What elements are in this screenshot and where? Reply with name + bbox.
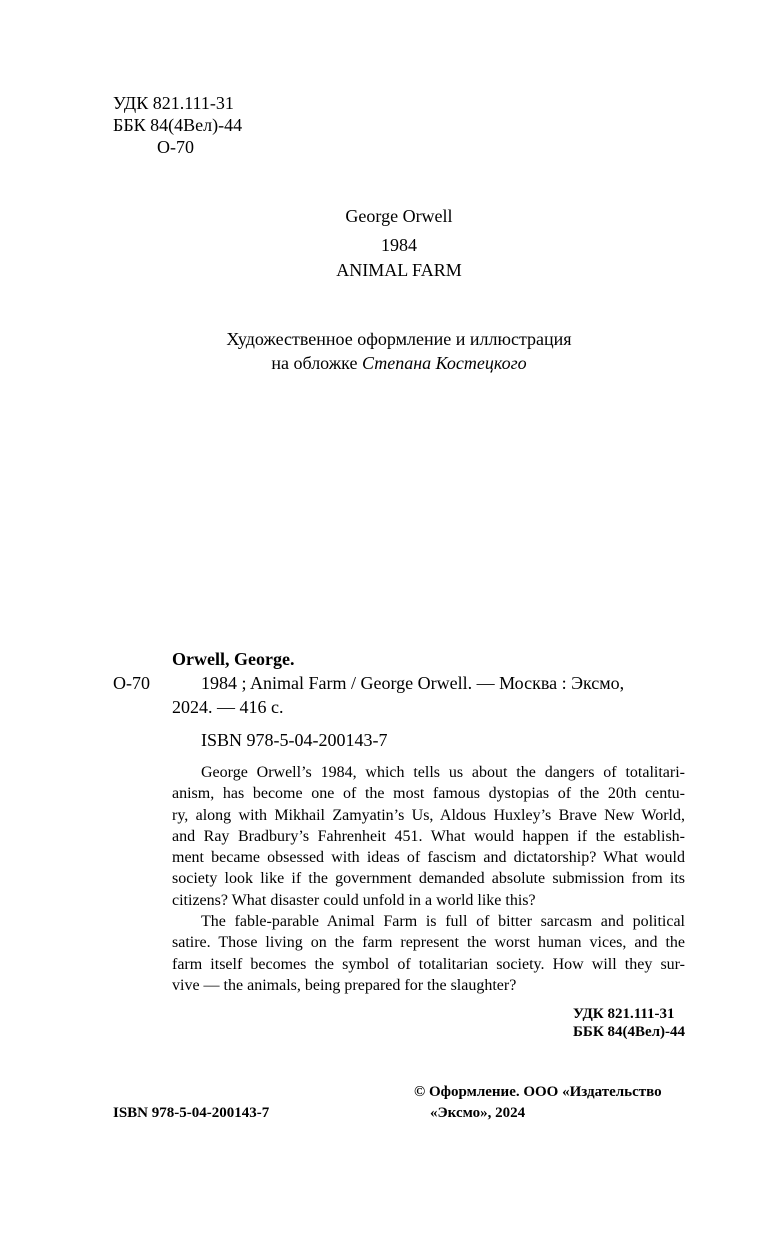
illustrator-name: Степана Костецкого [361,353,527,373]
abstract-line: citizens? What disaster could unfold in a world like this? [172,891,536,909]
catalog-abstract [172,762,685,996]
abstract-line: ment became obsessed with ideas of fascism and dictatorship? What would [172,849,685,867]
abstract-line: farm itself becomes the symbol of totalitarian society. How will they sur- [172,955,685,973]
copyright-line-1: © Оформление. ООО «Издательство [414,1084,662,1100]
abstract-line: The fable-parable Animal Farm is full of bitter sarcasm and political [201,913,685,931]
credits-line-2 [0,352,768,374]
udk-code: УДК 821.111-31 [113,93,234,113]
abstract-line: George Orwell’s 1984, which tells us about the dangers of totalitari- [201,764,685,781]
abstract-line: anism, has become one of the most famous dystopias of the 20th centu- [172,785,685,803]
catalog-heading: Orwell, George. [172,649,295,669]
abstract-line: satire. Those living on the farm represent the worst human vices, and the [172,934,685,952]
author-name: George Orwell [345,206,453,226]
title-animal-farm: ANIMAL FARM [336,260,462,280]
abstract-line: society look like if the government demanded absolute submission from its [172,870,685,888]
catalog-isbn: ISBN 978-5-04-200143-7 [201,730,388,750]
author-mark: О-70 [157,137,194,157]
title-1984: 1984 [381,235,417,255]
catalog-udk: УДК 821.111-31 [573,1006,675,1022]
credits-prefix: на обложке [271,353,358,373]
abstract-line: and Ray Bradbury’s Fahrenheit 451. What would happen if the establish- [172,827,685,845]
copyright-line-2: «Эксмо», 2024 [430,1105,526,1121]
catalog-author-mark: О-70 [113,673,150,693]
bbk-code: ББК 84(4Вел)-44 [113,115,243,135]
abstract-line: vive — the animals, being prepared for the slaughter? [172,976,517,994]
footer-isbn: ISBN 978-5-04-200143-7 [113,1105,270,1121]
catalog-bbk: ББК 84(4Вел)-44 [573,1024,686,1040]
catalog-entry-line-2: 2024. — 416 с. [172,697,284,717]
credits-line-1: Художественное оформление и иллюстрация [226,329,572,349]
catalog-entry-line-1: 1984 ; Animal Farm / George Orwell. — Москва : Эксмо, [201,673,625,693]
abstract-line: ry, along with Mikhail Zamyatin’s Us, Aldous Huxley’s Brave New World, [172,806,685,824]
